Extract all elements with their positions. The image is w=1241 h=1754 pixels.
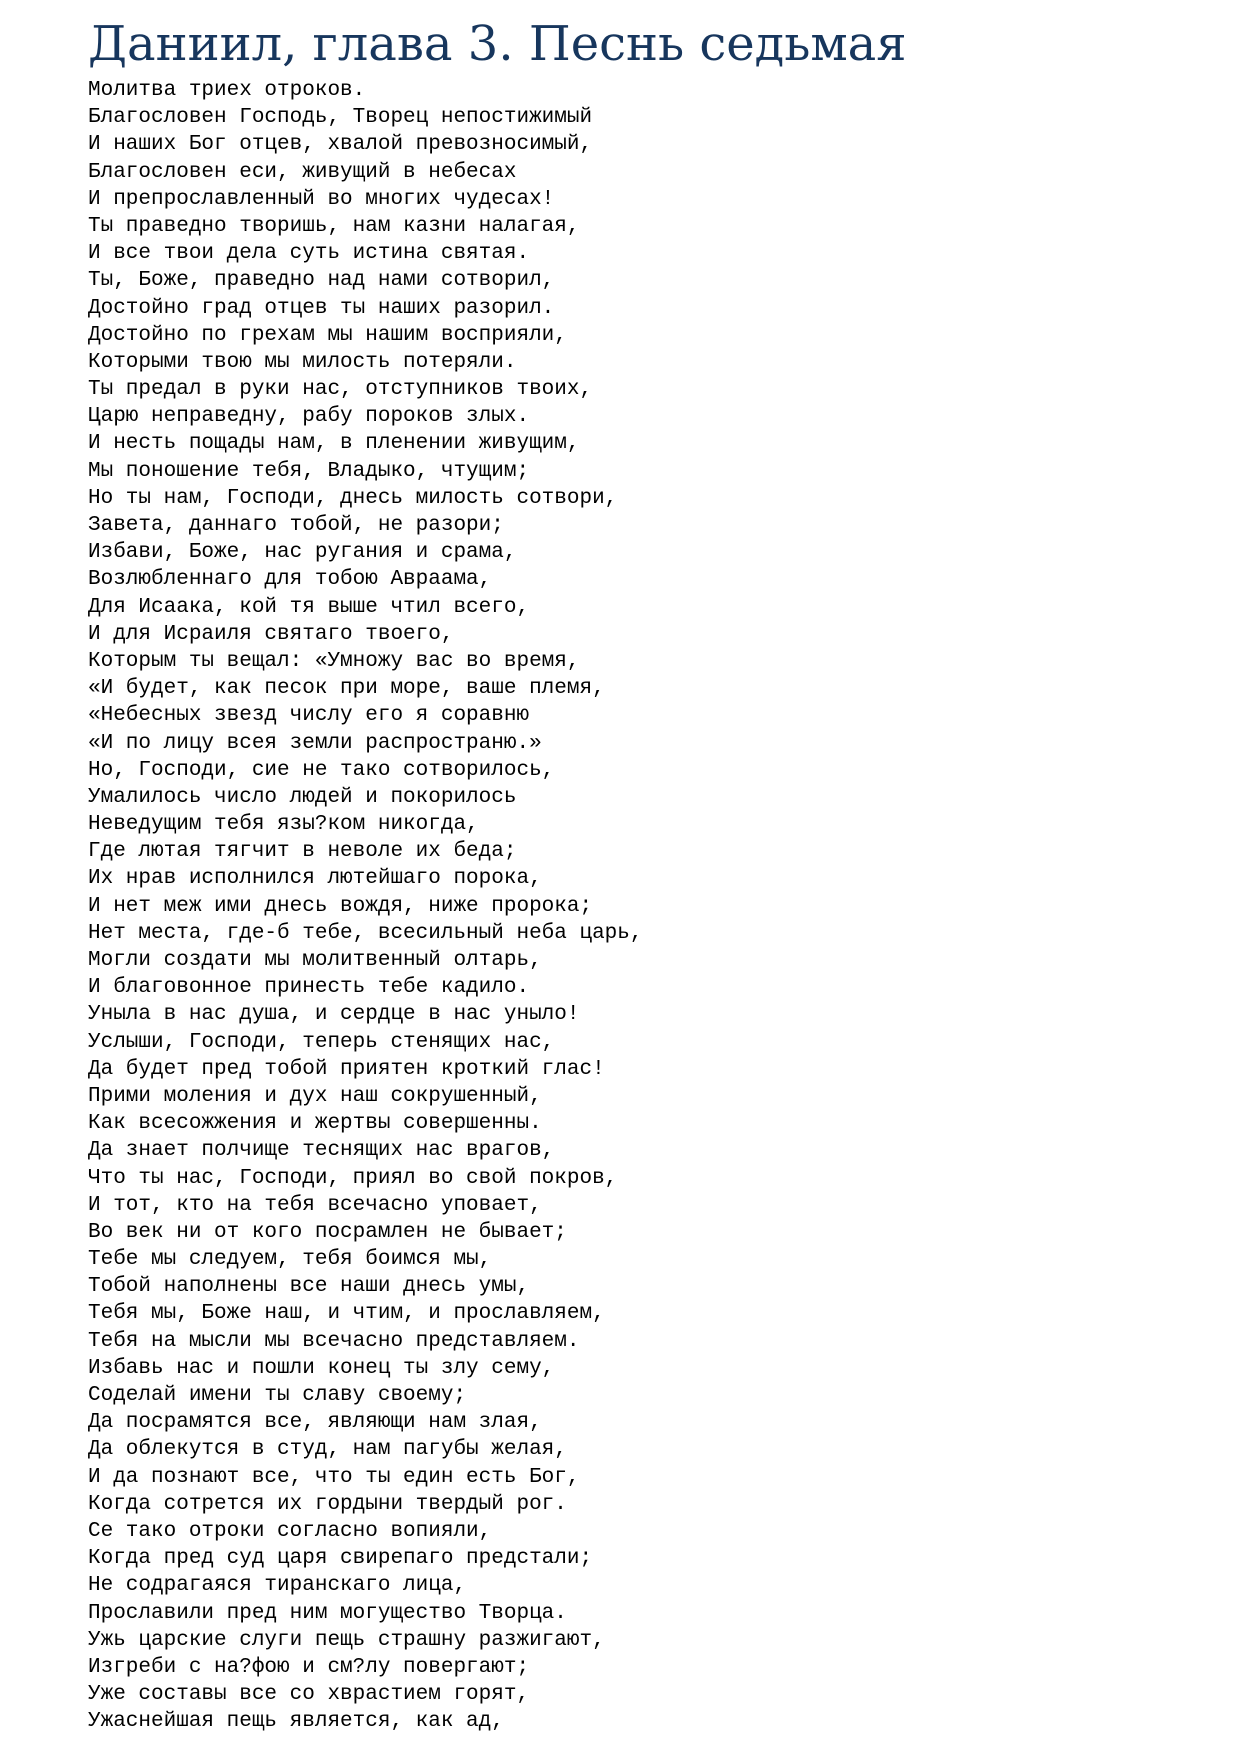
poem-line: Тобой наполнены все наши днесь умы, [88,1275,530,1299]
poem-line: Возлюбленнаго для тобою Авраама, [88,568,492,592]
poem-line: И все твои дела суть истина святая. [88,242,530,266]
poem-line: Избави, Боже, нас ругания и срама, [88,541,517,565]
poem-line: Да знает полчище теснящих нас врагов, [88,1139,555,1163]
poem-line: Прими моления и дух наш сокрушенный, [88,1084,542,1108]
poem-line: Избавь нас и пошли конец ты злу сему, [88,1356,555,1380]
poem-line: Мы поношение тебя, Владыко, чтущим; [88,459,530,483]
poem-line: Тебя мы, Боже наш, и чтим, и прославляем, [88,1302,605,1326]
poem-line: Благословен еси, живущий в небесах [88,160,517,184]
poem-line: И наших Бог отцев, хвалой превозносимый, [88,133,593,157]
poem-line: Достойно по грехам мы нашим восприяли, [88,323,567,347]
poem-line: И препрославленный во многих чудесах! [88,187,555,211]
poem-line: «И будет, как песок при море, ваше племя, [88,677,605,701]
page-title: Даниил, глава 3. Песнь седьмая [88,16,907,72]
poem-line: Соделай имени ты славу своему; [88,1384,467,1407]
poem-line: Но, Господи, сие не тако сотворилось, [88,758,555,782]
poem-line: Могли создати мы молитвенный олтарь, [88,949,542,972]
poem-line: Се тако отроки согласно вопияли, [88,1519,492,1543]
poem-line: Царю неправедну, рабу пороков злых. [88,405,530,429]
poem-line: И нет меж ими днесь вождя, ниже пророка; [88,894,593,918]
poem-line: Когда пред суд царя свирепаго предстали; [88,1547,593,1571]
poem-line: Уже составы все со хврастием горят, [88,1683,530,1707]
poem-line: Ты предал в руки нас, отступников твоих, [88,378,593,402]
poem-line: Неведущим тебя язы?ком никогда, [88,813,479,837]
poem-line: Нет места, где-б тебе, всесильный неба царь, [88,921,643,945]
poem-line: Да облекутся в студ, нам пагубы желая, [88,1438,567,1462]
poem-line: И благовонное принесть тебе кадило. [88,976,530,1000]
poem-line: Услыши, Господи, теперь стенящих нас, [88,1030,555,1054]
poem-text [88,77,643,1735]
poem-line: Умалилось число людей и покорилось [88,785,517,809]
poem-line: Во век ни от кого посрамлен не бывает; [88,1220,567,1244]
poem-line: «И по лицу всея земли распространю.» [88,731,542,755]
poem-line: Благословен Господь, Творец непостижимый [88,106,593,130]
poem-line: Ты праведно творишь, нам казни налагая, [88,214,580,238]
poem-line: Тебе мы следуем, тебя боимся мы, [88,1248,492,1272]
poem-line: И несть пощады нам, в пленении живущим, [88,432,580,456]
poem-line: И тот, кто на тебя всечасно уповает, [88,1193,542,1217]
poem-line: Уныла в нас душа, и сердце в нас уныло! [88,1003,580,1027]
poem-line: Которым ты вещал: «Умножу вас во время, [88,649,580,673]
poem-line: «Небесных звезд числу его я соравню [88,704,530,728]
poem-line: Молитва триех отроков. [88,79,366,102]
poem-line: Для Исаака, кой тя выше чтил всего, [88,595,530,619]
poem-line: Как всесожжения и жертвы совершенны. [88,1112,542,1136]
poem-line: Изгреби с на?фою и см?лу повергают; [88,1655,530,1679]
poem-line: Что ты нас, Господи, приял во свой покров, [88,1166,618,1190]
poem-line: Ужаснейшая пещь является, как ад, [88,1710,504,1734]
poem-line: Которыми твою мы милость потеряли. [88,350,517,374]
poem-line: Ужь царские слуги пещь страшну разжигают, [88,1628,605,1652]
poem-line: Их нрав исполнился лютейшаго порока, [88,867,542,891]
poem-line: Да посрамятся все, являющи нам злая, [88,1411,542,1435]
poem-line: Достойно град отцев ты наших разорил. [88,296,555,320]
poem-line: Где лютая тягчит в неволе их беда; [88,840,517,864]
poem-line: Тебя на мысли мы всечасно представляем. [88,1329,580,1353]
poem-line: Прославили пред ним могущество Творца. [88,1601,567,1625]
poem-line: Ты, Боже, праведно над нами сотворил, [88,269,555,293]
poem-line: И да познают все, что ты един есть Бог, [88,1465,580,1489]
poem-line: Не содрагаяся тиранскаго лица, [88,1574,467,1598]
poem-line: Но ты нам, Господи, днесь милость сотвори, [88,486,618,510]
poem-line: Завета, даннаго тобой, не разори; [88,514,504,537]
poem-line: Да будет пред тобой приятен кроткий глас! [88,1057,605,1081]
poem-line: Когда сотрется их гордыни твердый рог. [88,1492,567,1516]
poem-line: И для Исраиля святаго твоего, [88,622,454,646]
